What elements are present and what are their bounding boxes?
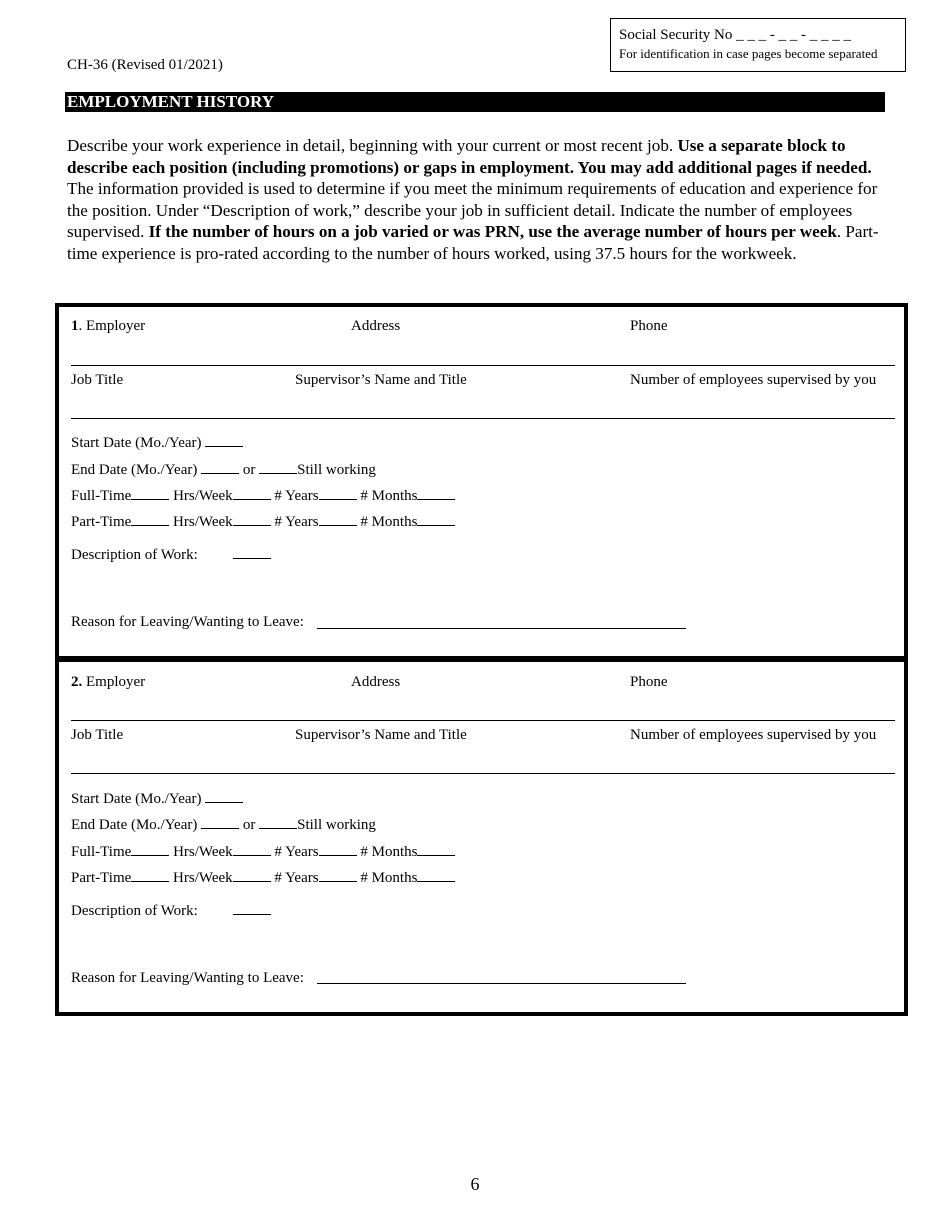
part-time-row — [71, 513, 455, 531]
part-time-blank[interactable] — [131, 513, 169, 526]
hrs-week-blank[interactable] — [233, 869, 271, 882]
divider — [71, 365, 895, 366]
employer-field[interactable] — [71, 673, 145, 691]
description-row — [71, 546, 271, 564]
years-label: # Years — [274, 514, 319, 530]
description-label: Description of Work: — [71, 547, 198, 563]
employer-field[interactable] — [71, 317, 145, 335]
or-label: or — [242, 817, 256, 833]
years-label: # Years — [274, 844, 319, 860]
intro-text-3: . Part-time experience is pro-rated according to the number of hours worked, using 37.5 hours for the workweek. — [67, 222, 879, 263]
reason-line[interactable] — [317, 983, 686, 984]
years-blank[interactable] — [319, 869, 357, 882]
hrs-week-label: Hrs/Week — [173, 514, 233, 530]
intro-bold-1: Use a separate block to describe each position (including promotions) or gaps in employment. You may add additional pages if needed. — [67, 136, 872, 177]
description-label: Description of Work: — [71, 903, 198, 919]
start-date-label: Start Date (Mo./Year) — [71, 791, 202, 807]
reason-line[interactable] — [317, 628, 686, 629]
employer-label: Employer — [86, 674, 146, 690]
hrs-week-blank[interactable] — [233, 487, 271, 500]
months-blank[interactable] — [417, 869, 455, 882]
start-date-row — [71, 790, 243, 808]
full-time-row — [71, 487, 455, 505]
ssn-note: For identification in case pages become separated — [619, 46, 878, 61]
reason-label: Reason for Leaving/Wanting to Leave: — [71, 614, 304, 630]
end-date-blank[interactable] — [201, 816, 239, 829]
end-date-row — [71, 461, 376, 479]
block-number-sep: . — [78, 318, 86, 334]
divider — [71, 418, 895, 419]
years-label: # Years — [274, 488, 319, 504]
start-date-blank[interactable] — [205, 434, 243, 447]
hrs-week-label: Hrs/Week — [173, 870, 233, 886]
intro-text-2: The information provided is used to determine if you meet the minimum requirements of education and experience for the position. Under “Description of work,” describe your job in sufficient detail. Indicate the number of employees supervised. — [67, 179, 878, 241]
part-time-blank[interactable] — [131, 869, 169, 882]
divider — [71, 720, 895, 721]
form-code: CH-36 (Revised 01/2021) — [67, 57, 223, 73]
full-time-label: Full-Time — [71, 488, 132, 504]
intro-paragraph — [67, 135, 882, 264]
months-label: # Months — [360, 844, 418, 860]
full-time-blank[interactable] — [131, 487, 169, 500]
years-label: # Years — [274, 870, 319, 886]
months-blank[interactable] — [417, 843, 455, 856]
still-working-blank[interactable] — [259, 461, 297, 474]
address-field[interactable]: Address — [351, 318, 401, 334]
description-row — [71, 902, 271, 920]
supervisor-field[interactable]: Supervisor’s Name and Title — [295, 372, 467, 388]
full-time-blank[interactable] — [131, 843, 169, 856]
or-label: or — [242, 462, 256, 478]
description-blank[interactable] — [233, 546, 271, 559]
end-date-row — [71, 816, 376, 834]
page-number: 6 — [470, 1174, 480, 1194]
end-date-label: End Date (Mo./Year) — [71, 462, 198, 478]
full-time-row — [71, 843, 455, 861]
block-number: 1 — [71, 318, 79, 334]
divider — [71, 773, 895, 774]
ssn-label: Social Security No _ _ _ - _ _ - _ _ _ _ — [619, 27, 852, 43]
employees-supervised-field[interactable]: Number of employees supervised by you — [630, 727, 877, 743]
months-label: # Months — [360, 870, 418, 886]
years-blank[interactable] — [319, 487, 357, 500]
hrs-week-label: Hrs/Week — [173, 488, 233, 504]
ssn-box — [610, 18, 906, 72]
section-title: EMPLOYMENT HISTORY — [65, 92, 885, 112]
part-time-row — [71, 869, 455, 887]
still-working-label: Still working — [297, 462, 376, 478]
still-working-label: Still working — [297, 817, 376, 833]
full-time-label: Full-Time — [71, 844, 132, 860]
supervisor-field[interactable]: Supervisor’s Name and Title — [295, 727, 467, 743]
end-date-label: End Date (Mo./Year) — [71, 817, 198, 833]
phone-field[interactable]: Phone — [630, 674, 668, 690]
start-date-row — [71, 434, 243, 452]
months-blank[interactable] — [417, 487, 455, 500]
block-number: 2. — [71, 674, 83, 690]
months-blank[interactable] — [417, 513, 455, 526]
part-time-label: Part-Time — [71, 870, 132, 886]
description-blank[interactable] — [233, 902, 271, 915]
months-label: # Months — [360, 514, 418, 530]
job-title-field[interactable]: Job Title — [71, 372, 124, 388]
hrs-week-blank[interactable] — [233, 843, 271, 856]
start-date-label: Start Date (Mo./Year) — [71, 435, 202, 451]
start-date-blank[interactable] — [205, 790, 243, 803]
hrs-week-blank[interactable] — [233, 513, 271, 526]
intro-text-1: Describe your work experience in detail, beginning with your current or most recent job. — [67, 136, 678, 155]
years-blank[interactable] — [319, 513, 357, 526]
employment-block-1 — [55, 303, 908, 660]
employees-supervised-field[interactable]: Number of employees supervised by you — [630, 372, 877, 388]
months-label: # Months — [360, 488, 418, 504]
employer-label: Employer — [86, 318, 146, 334]
intro-bold-2: If the number of hours on a job varied or was PRN, use the average number of hours per week — [148, 222, 837, 241]
part-time-label: Part-Time — [71, 514, 132, 530]
hrs-week-label: Hrs/Week — [173, 844, 233, 860]
phone-field[interactable]: Phone — [630, 318, 668, 334]
address-field[interactable]: Address — [351, 674, 401, 690]
end-date-blank[interactable] — [201, 461, 239, 474]
reason-label: Reason for Leaving/Wanting to Leave: — [71, 970, 304, 986]
years-blank[interactable] — [319, 843, 357, 856]
job-title-field[interactable]: Job Title — [71, 727, 124, 743]
still-working-blank[interactable] — [259, 816, 297, 829]
employment-block-2 — [55, 658, 908, 1016]
